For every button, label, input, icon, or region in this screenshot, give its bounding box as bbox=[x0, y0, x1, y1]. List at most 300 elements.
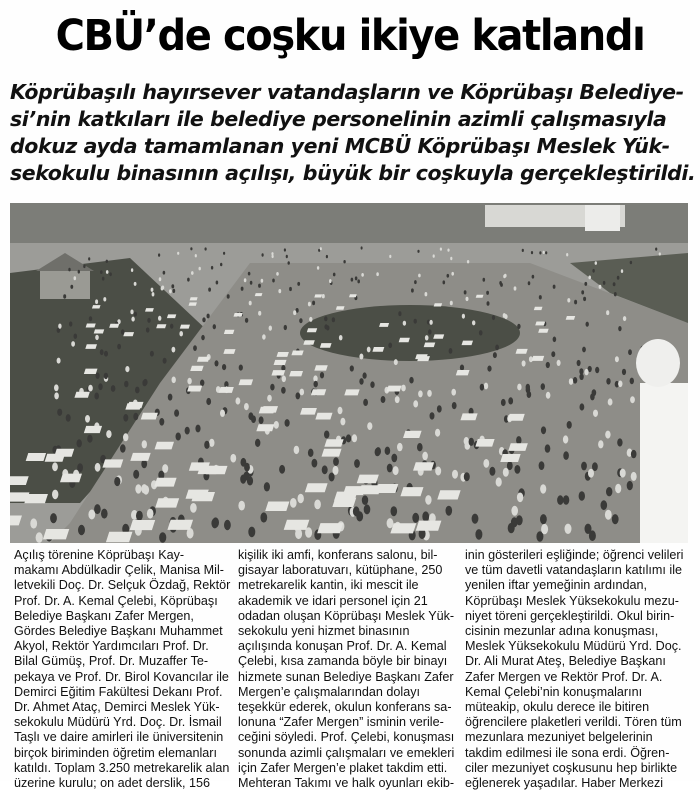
photo-table bbox=[507, 414, 524, 421]
photo-table bbox=[45, 454, 65, 462]
photo-person bbox=[264, 482, 270, 491]
photo-person bbox=[52, 490, 58, 500]
photo-person bbox=[74, 334, 78, 339]
photo-person bbox=[429, 320, 432, 325]
body-line: lonuna “Zafer Mergen” isminin verile- bbox=[238, 715, 444, 730]
photo-table bbox=[141, 413, 158, 420]
photo-person bbox=[394, 359, 398, 365]
photo-person bbox=[581, 462, 587, 471]
photo-person bbox=[508, 523, 515, 533]
photo-person bbox=[96, 373, 100, 379]
body-line: ve tüm davetli vatandaşların katılımı ile bbox=[465, 563, 682, 578]
photo-person bbox=[71, 341, 75, 347]
photo-person bbox=[294, 446, 300, 454]
photo-person bbox=[284, 248, 286, 251]
photo-person bbox=[567, 298, 570, 302]
photo-person bbox=[447, 249, 449, 252]
photo-table bbox=[317, 523, 343, 533]
photo-person bbox=[123, 433, 128, 441]
photo-person bbox=[104, 373, 108, 379]
photo-person bbox=[100, 270, 103, 274]
photo-person bbox=[57, 409, 62, 416]
body-column-3 bbox=[465, 548, 685, 791]
photo-person bbox=[389, 255, 391, 258]
photo-person bbox=[464, 472, 470, 481]
photo-person bbox=[603, 281, 606, 285]
photo-table bbox=[43, 529, 69, 539]
photo-person bbox=[588, 276, 591, 280]
photo-person bbox=[211, 266, 213, 270]
photo-person bbox=[475, 529, 482, 540]
photo-person bbox=[290, 498, 297, 508]
photo-table bbox=[387, 386, 402, 392]
photo-person bbox=[201, 335, 205, 340]
photo-table bbox=[256, 424, 274, 431]
photo-person bbox=[205, 247, 207, 250]
photo-person bbox=[427, 390, 432, 397]
photo-person bbox=[565, 524, 572, 534]
photo-person bbox=[262, 253, 264, 256]
body-column-1 bbox=[14, 548, 234, 791]
photo-person bbox=[346, 434, 351, 442]
photo-person bbox=[223, 252, 225, 255]
photo-person bbox=[199, 267, 201, 271]
photo-table bbox=[130, 453, 150, 461]
body-line: metrekarelik kantin, iki mescit ile bbox=[238, 578, 419, 593]
photo-person bbox=[517, 384, 521, 391]
photo-person bbox=[492, 315, 495, 320]
photo-person bbox=[428, 329, 432, 334]
photo-person bbox=[66, 414, 71, 422]
photo-person bbox=[109, 272, 112, 276]
photo-person bbox=[317, 266, 319, 270]
photo-person bbox=[598, 440, 603, 448]
photo-person bbox=[340, 418, 345, 426]
body-line: açılışında konuşan Prof. Dr. A. Kemal bbox=[238, 639, 447, 654]
photo-person bbox=[418, 390, 423, 397]
photo-person bbox=[630, 261, 632, 265]
photo-person bbox=[261, 279, 264, 283]
photo-person bbox=[503, 275, 506, 279]
photo-person bbox=[172, 377, 176, 384]
photo-person bbox=[606, 378, 610, 385]
body-line: Mehteran Takımı ve halk oyunları ekib- bbox=[238, 776, 455, 791]
photo-person bbox=[362, 495, 368, 505]
photo-person bbox=[395, 396, 400, 403]
photo-table bbox=[155, 498, 179, 507]
photo-person bbox=[179, 331, 183, 336]
photo-person bbox=[54, 384, 59, 391]
photo-person bbox=[163, 358, 167, 364]
photo-person bbox=[270, 384, 274, 391]
photo-person bbox=[190, 503, 197, 513]
photo-person bbox=[213, 324, 216, 329]
photo-table bbox=[314, 294, 322, 297]
photo-person bbox=[483, 278, 486, 282]
photo-person bbox=[361, 273, 364, 277]
photo-person bbox=[655, 248, 657, 251]
photo-table bbox=[145, 308, 154, 312]
photo-person bbox=[489, 467, 495, 476]
photo-person bbox=[135, 387, 140, 394]
photo-person bbox=[599, 285, 602, 289]
photo-person bbox=[659, 252, 661, 255]
photo-table bbox=[305, 483, 328, 492]
photo-person bbox=[557, 495, 563, 505]
photo-person bbox=[425, 292, 428, 296]
photo-person bbox=[106, 430, 111, 438]
photo-person bbox=[595, 261, 597, 265]
photo-person bbox=[451, 272, 454, 276]
photo-person bbox=[479, 330, 483, 335]
photo-person bbox=[539, 295, 542, 299]
photo-person bbox=[163, 271, 166, 275]
photo-table bbox=[433, 334, 444, 338]
body-line: gisayar laboratuvarı, kütüphane, 250 bbox=[238, 563, 443, 578]
photo-person bbox=[612, 514, 619, 524]
photo-person bbox=[614, 292, 617, 296]
photo-person bbox=[541, 426, 546, 434]
photo-person bbox=[308, 449, 314, 457]
photo-table bbox=[535, 322, 545, 326]
photo-person bbox=[511, 506, 518, 516]
photo-person bbox=[88, 510, 95, 520]
photo-table bbox=[167, 314, 176, 318]
photo-person bbox=[158, 253, 160, 256]
photo-person bbox=[531, 251, 533, 254]
photo-person bbox=[206, 398, 211, 405]
photo-person bbox=[364, 504, 371, 514]
body-line: sekokulu yeni hizmet binasının bbox=[238, 624, 410, 639]
photo-person bbox=[267, 395, 272, 402]
photo-table bbox=[186, 490, 209, 499]
photo-person bbox=[592, 269, 594, 273]
body-line: mezunlara mezuniyet belgelerinin bbox=[465, 730, 653, 745]
photo-person bbox=[36, 532, 43, 543]
deck-line: Köprübaşılı hayırsever vatandaşların ve Köprübaşı Belediye- bbox=[10, 80, 684, 104]
photo-person bbox=[244, 463, 250, 472]
photo-table bbox=[322, 449, 342, 457]
body-line: ciler mezuniyet coşkusunu hep birlikte bbox=[465, 760, 678, 775]
photo-person bbox=[50, 513, 57, 523]
photo-person bbox=[631, 472, 637, 481]
photo-table bbox=[476, 295, 484, 298]
photo-person bbox=[541, 524, 548, 534]
photo-person bbox=[514, 465, 520, 474]
photo-person bbox=[443, 280, 446, 284]
photo-table bbox=[197, 357, 210, 362]
body-line: Dr. Ali Murat Ateş, Belediye Başkanı bbox=[465, 654, 666, 669]
photo-person bbox=[279, 465, 285, 474]
body-line: eğlenerek yaşadılar. Haber Merkezi bbox=[465, 776, 664, 791]
photo-person bbox=[582, 347, 586, 353]
photo-person bbox=[503, 468, 509, 477]
photo-person bbox=[250, 281, 253, 285]
photo-person bbox=[171, 284, 174, 288]
photo-person bbox=[185, 427, 190, 435]
photo-person bbox=[187, 278, 190, 282]
photo-person bbox=[63, 294, 66, 298]
photo-person bbox=[495, 345, 499, 351]
body-line: Prof. Dr. A. Kemal Çelebi, Köprübaşı bbox=[14, 593, 218, 608]
photo-person bbox=[447, 274, 450, 278]
photo-person bbox=[472, 320, 475, 325]
photo-person bbox=[269, 326, 272, 331]
photo-table bbox=[10, 492, 29, 501]
photo-person bbox=[100, 349, 104, 355]
body-line: Köprübaşı Meslek Yüksekokulu mezu- bbox=[465, 593, 679, 608]
photo-person bbox=[387, 518, 394, 528]
photo-person bbox=[412, 513, 419, 523]
photo-person bbox=[623, 316, 626, 321]
photo-table bbox=[307, 328, 317, 332]
photo-person bbox=[159, 418, 164, 426]
photo-person bbox=[333, 457, 339, 466]
body-line: üzerine kurulu; on adet derslik, 156 bbox=[14, 776, 211, 791]
photo-person bbox=[142, 440, 147, 448]
photo-person bbox=[528, 281, 531, 285]
photo-person bbox=[516, 436, 521, 444]
photo-person bbox=[191, 271, 194, 275]
photo-person bbox=[411, 288, 414, 292]
photo-person bbox=[296, 392, 301, 399]
photo-person bbox=[577, 360, 581, 366]
photo-person bbox=[314, 500, 321, 510]
photo-person bbox=[216, 281, 219, 285]
photo-person bbox=[437, 405, 442, 412]
photo-person bbox=[451, 389, 456, 396]
photo-person bbox=[551, 351, 555, 357]
photo-person bbox=[95, 463, 101, 472]
photo-table bbox=[284, 520, 310, 530]
body-line: takdim edilmesi ile sona erdi. Öğren- bbox=[465, 745, 670, 760]
photo-person bbox=[563, 435, 568, 443]
photo-person bbox=[332, 317, 335, 322]
photo-person bbox=[630, 378, 634, 385]
photo-person bbox=[580, 403, 585, 410]
photo-table bbox=[84, 426, 102, 433]
photo-table bbox=[460, 413, 477, 420]
photo-table bbox=[167, 520, 193, 530]
photo-person bbox=[135, 484, 141, 493]
photo-person bbox=[282, 376, 286, 383]
photo-table bbox=[508, 443, 528, 451]
photo-person bbox=[258, 284, 261, 288]
photo-person bbox=[370, 381, 374, 388]
photo-person bbox=[244, 403, 249, 410]
photo-person bbox=[260, 512, 267, 522]
body-line: Çelebi, kısa zamanda böyle bir binayı bbox=[238, 654, 448, 669]
photo-person bbox=[87, 435, 92, 443]
photo-person bbox=[209, 439, 214, 447]
photo-person bbox=[147, 318, 150, 323]
photo-person bbox=[452, 470, 458, 479]
photo-person bbox=[258, 311, 261, 316]
photo-person bbox=[589, 530, 596, 541]
photo-person bbox=[617, 438, 622, 446]
photo-person bbox=[355, 276, 358, 280]
photo-person bbox=[131, 268, 133, 272]
photo-person bbox=[320, 372, 324, 378]
photo-person bbox=[462, 314, 465, 319]
photo-person bbox=[314, 381, 318, 388]
photo-person bbox=[120, 444, 126, 452]
photo-person bbox=[309, 317, 312, 322]
body-line: Açılış törenine Köprübaşı Kay- bbox=[14, 548, 185, 562]
photo-person bbox=[398, 311, 401, 316]
photo-person bbox=[111, 385, 116, 392]
article-headline: CBÜ’de coşku ikiye katlandı bbox=[55, 11, 645, 61]
photo-person bbox=[414, 319, 417, 324]
body-line: için Zafer Mergen’e plaket takdim etti. bbox=[238, 760, 448, 775]
photo-person bbox=[579, 491, 585, 501]
photo-person bbox=[326, 255, 328, 258]
photo-table bbox=[127, 402, 143, 408]
photo-person bbox=[324, 431, 329, 439]
photo-person bbox=[583, 297, 586, 301]
photo-person bbox=[487, 301, 490, 306]
body-line: öğrencilere plaketleri verildi. Tören tüm bbox=[465, 715, 682, 730]
photo-person bbox=[312, 301, 315, 306]
photo-person bbox=[376, 272, 379, 276]
body-line: Mergen’e çalışmalarından dolayı bbox=[238, 684, 421, 699]
photo-table bbox=[349, 294, 357, 297]
photo-person bbox=[579, 368, 583, 374]
photo-person bbox=[262, 334, 266, 339]
photo-person bbox=[486, 291, 489, 295]
photo-table bbox=[274, 360, 287, 365]
photo-person bbox=[98, 383, 102, 390]
photo-person bbox=[361, 246, 363, 249]
photo-table bbox=[424, 343, 436, 348]
photo-person bbox=[620, 469, 626, 478]
photo-person bbox=[553, 285, 556, 289]
photo-person bbox=[151, 288, 154, 292]
photo-person bbox=[466, 297, 469, 301]
photo-table bbox=[74, 392, 89, 398]
photo-person bbox=[339, 335, 343, 340]
photo-table bbox=[84, 369, 98, 374]
photo-table bbox=[271, 370, 285, 375]
photo-table bbox=[390, 523, 416, 533]
photo-person bbox=[170, 324, 173, 329]
photo-person bbox=[433, 254, 435, 257]
photo-person bbox=[516, 515, 523, 525]
photo-person bbox=[220, 410, 225, 417]
photo-person bbox=[288, 261, 290, 265]
photo-person bbox=[245, 318, 248, 323]
photo-person bbox=[134, 282, 137, 286]
photo-person bbox=[94, 393, 99, 400]
photo-person bbox=[212, 517, 219, 527]
photo-person bbox=[460, 365, 464, 371]
photo-person bbox=[101, 509, 108, 519]
photo-person bbox=[278, 289, 281, 293]
photo-person bbox=[136, 511, 143, 521]
photo-person bbox=[628, 349, 632, 355]
photo-person bbox=[143, 485, 149, 494]
photo-table bbox=[92, 305, 101, 308]
photo-table bbox=[233, 313, 242, 317]
photo-person bbox=[329, 473, 335, 482]
photo-person bbox=[493, 352, 497, 358]
photo-person bbox=[584, 369, 588, 375]
photo-table bbox=[344, 389, 359, 395]
photo-person bbox=[95, 299, 98, 304]
photo-person bbox=[131, 317, 134, 322]
photo-table bbox=[372, 347, 384, 352]
photo-person bbox=[293, 310, 296, 315]
photo-table bbox=[314, 365, 327, 370]
body-line: Akyol, Rektör Yardımcıları Prof. Dr. bbox=[14, 639, 209, 654]
photo-person bbox=[452, 402, 457, 409]
photo-person bbox=[57, 358, 61, 364]
photo-person bbox=[446, 506, 453, 516]
photo-person bbox=[435, 429, 440, 437]
photo-person bbox=[435, 467, 441, 476]
photo-person bbox=[563, 495, 569, 505]
photo-table bbox=[456, 370, 470, 375]
photo-person bbox=[159, 277, 162, 281]
photo-person bbox=[58, 324, 61, 329]
photo-person bbox=[388, 343, 392, 349]
photo-person bbox=[464, 290, 467, 294]
photo-person bbox=[176, 433, 181, 441]
photo-person bbox=[169, 289, 172, 293]
photo-person bbox=[359, 354, 363, 360]
photo-person bbox=[403, 321, 406, 326]
body-line: yenilen iftar yemeğinin ardından, bbox=[465, 578, 648, 593]
photo-person bbox=[630, 396, 635, 403]
photo-person bbox=[422, 452, 428, 461]
photo-person bbox=[622, 369, 626, 375]
photo-person bbox=[207, 314, 210, 319]
photo-person bbox=[333, 273, 336, 277]
photo-person bbox=[631, 450, 637, 458]
photo-person bbox=[566, 253, 568, 256]
photo-person bbox=[351, 278, 354, 282]
photo-table bbox=[320, 343, 332, 348]
aerial-crowd-photo bbox=[10, 203, 688, 543]
body-line: birçok biriminden öğretim elemanları bbox=[14, 745, 217, 760]
photo-person bbox=[77, 463, 83, 472]
photo-person bbox=[244, 278, 247, 282]
photo-person bbox=[595, 367, 599, 373]
photo-person bbox=[249, 301, 252, 306]
photo-person bbox=[356, 511, 363, 521]
photo-person bbox=[532, 275, 535, 279]
photo-person bbox=[187, 378, 191, 385]
photo-table bbox=[303, 340, 314, 345]
photo-person bbox=[517, 324, 520, 329]
body-line: Gördes Belediye Başkanı Muhammet bbox=[14, 624, 223, 639]
photo-person bbox=[177, 252, 179, 255]
photo-person bbox=[94, 504, 101, 514]
photo-person bbox=[133, 470, 139, 479]
photo-person bbox=[324, 316, 327, 321]
photo-person bbox=[281, 387, 286, 394]
photo-person bbox=[168, 394, 173, 401]
photo-person bbox=[472, 514, 479, 524]
body-line: Zafer Mergen ve Rektör Prof. Dr. A. bbox=[465, 669, 663, 684]
photo-person bbox=[522, 249, 524, 252]
photo-person bbox=[147, 509, 154, 519]
photo-person bbox=[158, 316, 161, 321]
photo-person bbox=[150, 351, 154, 357]
photo-table bbox=[359, 485, 382, 494]
photo-person bbox=[77, 439, 82, 447]
photo-person bbox=[354, 459, 360, 468]
